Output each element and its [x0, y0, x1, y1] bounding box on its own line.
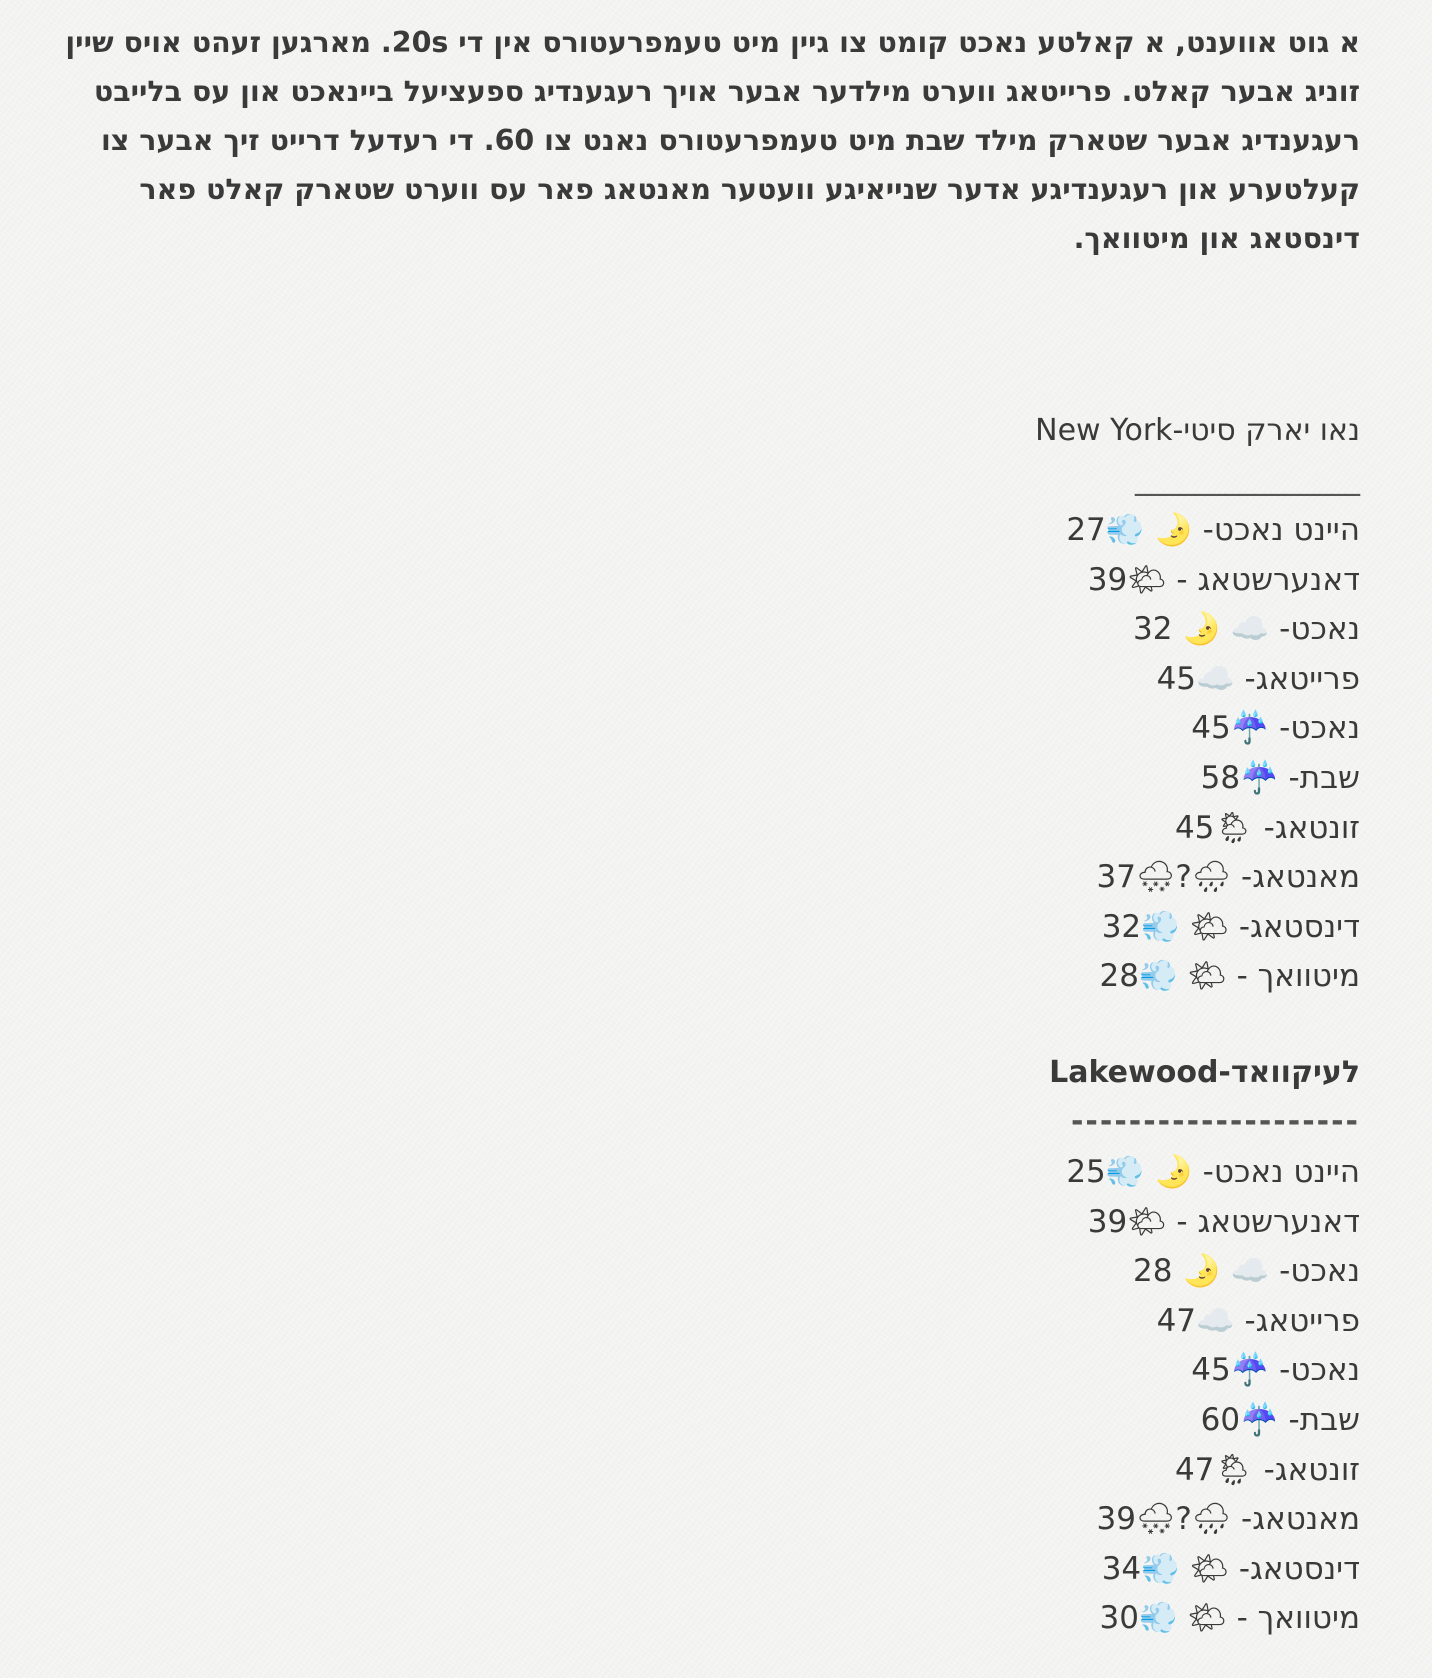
section-gap [40, 1002, 1360, 1048]
forecast-row: דינסטאג- 🌤 💨32 [1101, 908, 1360, 945]
forecast-row: זונטאג- 🌦47 [1174, 1451, 1360, 1488]
section-divider: _______________ [1135, 462, 1360, 497]
blank-space [40, 263, 1360, 406]
forecast-row: נאכט- ☔️45 [1191, 710, 1360, 747]
forecast-row: היינט נאכט- 🌛 💨25 [1066, 1153, 1360, 1190]
forecast-row: פרייטאג- ☁️47 [1156, 1302, 1360, 1339]
section-title-lakewood: לעיקוואד-Lakewood [1049, 1054, 1360, 1090]
section-title-new-york: נאו יארק סיטי-New York [1035, 413, 1360, 448]
forecast-row: זונטאג- 🌦45 [1174, 809, 1360, 846]
forecast-row: מיטוואך - 🌤 💨28 [1099, 958, 1360, 995]
forecast-list-lakewood [40, 1148, 1360, 1644]
forecast-row: שבת- ☔️58 [1200, 759, 1360, 796]
forecast-row: דאנערשטאג - 🌤39 [1087, 561, 1360, 598]
forecast-row: נאכט- ☁️ 🌛 28 [1132, 1253, 1360, 1290]
forecast-row: מאנטאג- 🌧?🌨39 [1096, 1501, 1360, 1538]
note-body[interactable] [40, 18, 1360, 1644]
forecast-row: נאכט- ☔️45 [1191, 1352, 1360, 1389]
section-divider: -------------------- [1070, 1103, 1360, 1139]
forecast-row: מיטוואך - 🌤 💨30 [1099, 1600, 1360, 1637]
forecast-row: דינסטאג- 🌤 💨34 [1101, 1550, 1360, 1587]
intro-paragraph: א גוט אווענט, א קאלטע נאכט קומט צו גיין מיט טעמפרעטורס אין די 20s. מארגען זעהט אויס שיין זוניג אבער קאלט. פרייטאג ווערט מילדער אבער אויך רעגענדיג ספעציעל ביינאכט און עס בלייבט רעגענדיג אבער שטארק מילד שבת מיט טעמפרעטורס נאנט צו 60. די רעדעל דרייט זיך אבער צו קעלטערע און רעגענדיגע אדער שנייאיגע וועטער מאנטאג פאר עס ווערט שטארק קאלט פאר דינסטאג און מיטוואך. [65, 26, 1360, 255]
forecast-row: דאנערשטאג - 🌤39 [1087, 1203, 1360, 1240]
forecast-section-lakewood [40, 1048, 1360, 1644]
forecast-row: היינט נאכט- 🌛 💨27 [1066, 512, 1360, 548]
forecast-list-new-york [40, 506, 1360, 1002]
forecast-section-new-york [40, 406, 1360, 1002]
forecast-row: פרייטאג- ☁️45 [1156, 660, 1360, 697]
forecast-row: נאכט- ☁️ 🌛 32 [1132, 611, 1360, 648]
forecast-row: מאנטאג- 🌧?🌨37 [1096, 859, 1360, 896]
forecast-row: שבת- ☔️60 [1200, 1401, 1360, 1438]
